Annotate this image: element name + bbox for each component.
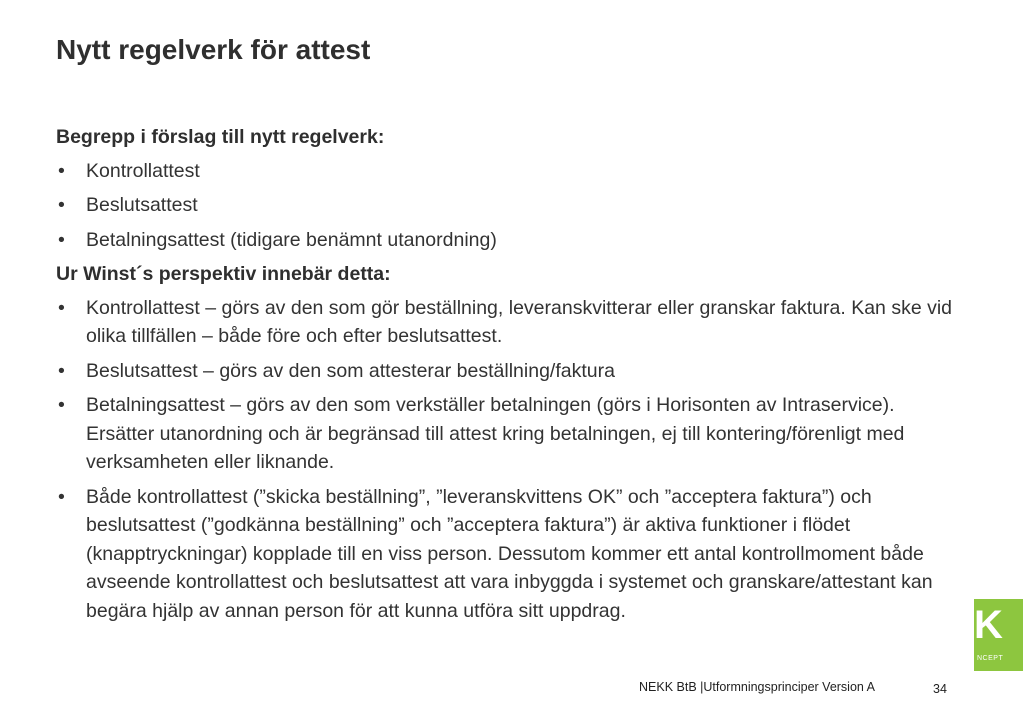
- list-item: • Kontrollattest: [56, 157, 966, 186]
- list-item: • Betalningsattest – görs av den som verkställer betalningen (görs i Horisonten av Intraservice). Ersätter utanordning och är begränsad till attest kring betalningen, ej till kontering/förenligt med verksamheten eller liknande.: [56, 391, 966, 477]
- footer-text: NEKK BtB |Utformningsprinciper Version A: [639, 680, 875, 694]
- slide-title: Nytt regelverk för attest: [56, 34, 371, 65]
- concepts-list: [56, 157, 966, 255]
- list-item: • Beslutsattest – görs av den som attesterar beställning/faktura: [56, 357, 966, 386]
- slide-content: [56, 123, 966, 631]
- list-item: • Betalningsattest (tidigare benämnt utanordning): [56, 226, 966, 255]
- logo-subtext: NCEPT: [977, 655, 1004, 662]
- page-number: 34: [933, 682, 947, 696]
- section-heading-concepts: Begrepp i förslag till nytt regelverk:: [56, 126, 385, 148]
- list-item: • Kontrollattest – görs av den som gör beställning, leveranskvitterar eller granskar faktura. Kan ske vid olika tillfällen – både före och efter beslutsattest.: [56, 294, 966, 351]
- list-item: • Både kontrollattest (”skicka beställning”, ”leveranskvittens OK” och ”acceptera faktura”) och beslutsattest (”godkänna beställning” och ”acceptera faktura”) är aktiva funktioner i flödet (knapptryckningar) kopplade till en viss person. Dessutom kommer ett antal kontrollmoment både avseende kontrollattest och beslutsattest att vara inbyggda i systemet och granskare/attestant kan begära hjälp av annan person för att kunna utföra sitt uppdrag.: [56, 483, 966, 626]
- list-item: • Beslutsattest: [56, 191, 966, 220]
- section-heading-perspective: Ur Winst´s perspektiv innebär detta:: [56, 263, 391, 285]
- brand-logo: [974, 599, 1023, 671]
- logo-letter: K: [974, 603, 1003, 647]
- perspective-list: [56, 294, 966, 626]
